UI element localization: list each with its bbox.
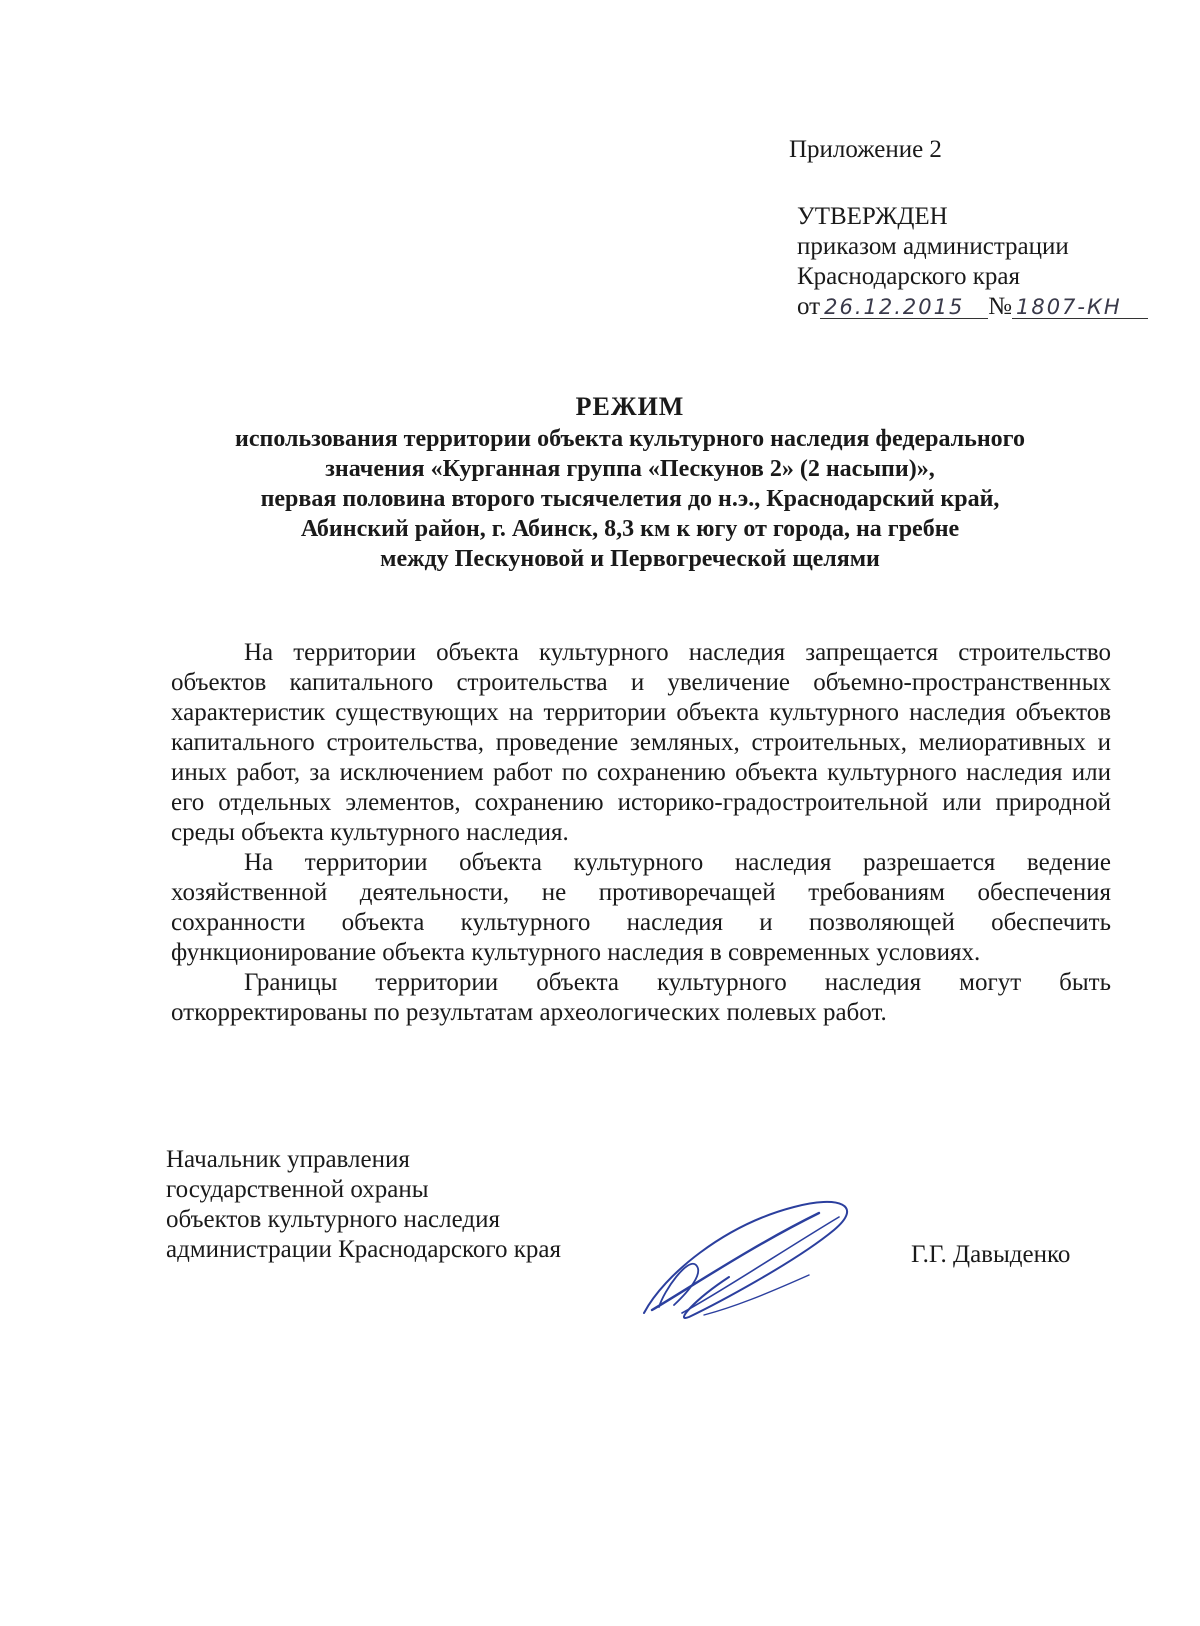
body-paragraph-2: На территории объекта культурного наследия разрешается ведение хозяйственной деятельности, не противоречащей требованиям обеспечения сохранности объекта культурного наследия и позволяющей обеспечить функционирование объекта культурного наследия в современных условиях. [171,849,1111,966]
document-body [171,638,1111,1028]
signer-name: Г.Г. Давыденко [911,1241,1071,1268]
order-number-handwritten: 1807-КН [1012,296,1148,319]
handwritten-signature [634,1195,874,1325]
body-paragraph-1: На территории объекта культурного наследия запрещается строительство объектов капитального строительства и увеличение объемно-пространственных характеристик существующих на территории объекта культурного наследия объектов капитального строительства, проведение земляных, строительных, мелиоративных и иных работ, за исключением работ по сохранению объекта культурного наследия или его отдельных элементов, сохранению историко-градостроительной или природной среды объекта культурного наследия. [171,639,1111,846]
approval-line-2: Краснодарского края [797,263,1020,290]
order-number-prefix: № [988,293,1012,320]
approval-order-line [797,292,1157,322]
order-date-handwritten: 26.12.2015 [820,296,988,319]
annex-label: Приложение 2 [789,136,942,163]
title-line-1: использования территории объекта культурного наследия федерального [235,426,1025,452]
title-line-5: между Пескуновой и Первогреческой щелями [380,546,880,572]
title-main: РЕЖИМ [575,392,685,421]
title-line-4: Абинский район, г. Абинск, 8,3 км к югу от города, на гребне [300,516,960,542]
signer-position-line-2: государственной охраны [166,1176,429,1203]
document-title [150,392,1110,574]
signer-position-line-4: администрации Краснодарского края [166,1236,562,1263]
title-line-2: значения «Курганная группа «Пескунов 2» (2 насыпи)», [325,456,935,482]
approval-block [797,202,1157,322]
title-line-3: первая половина второго тысячелетия до н.э., Краснодарский край, [260,486,1000,512]
signer-position-line-3: объектов культурного наследия [166,1206,500,1233]
order-from-prefix: от [797,293,821,320]
signer-position-line-1: Начальник управления [166,1146,410,1173]
approval-line-1: приказом администрации [797,233,1069,260]
body-paragraph-3: Границы территории объекта культурного наследия могут быть откорректированы по результатам археологических полевых работ. [171,969,1111,1026]
signer-position [166,1145,561,1265]
approval-stamp: УТВЕРЖДЕН [797,203,948,230]
